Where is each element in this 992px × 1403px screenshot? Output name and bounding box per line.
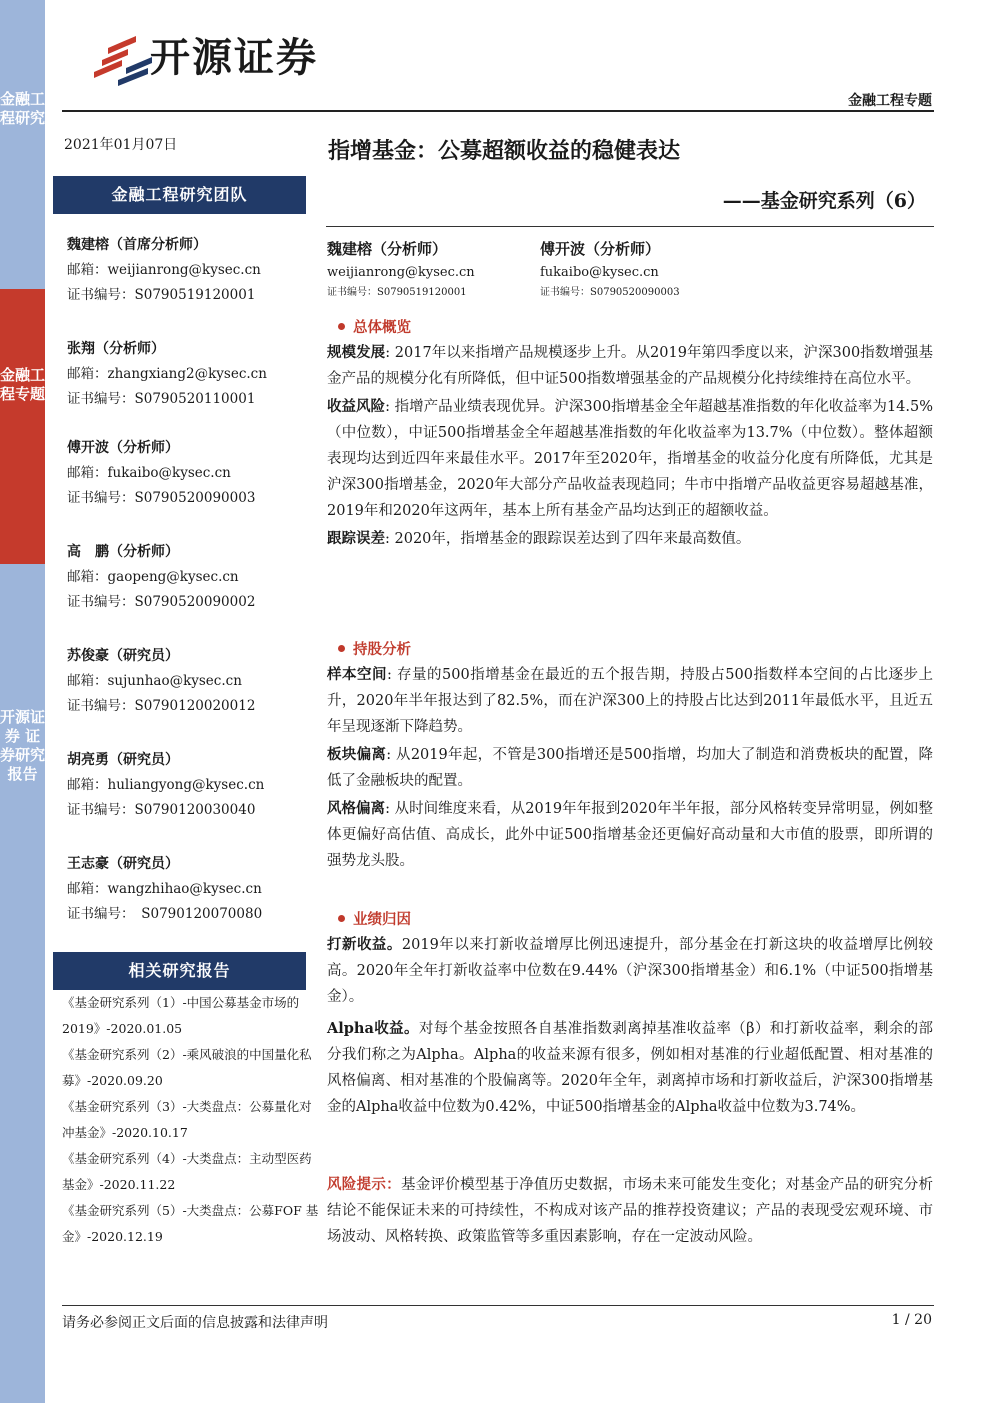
- analyst-cert: 证书编号：S0790120020012: [67, 698, 256, 714]
- report-date: 2021年01月07日: [64, 137, 178, 153]
- analyst-block: [67, 852, 317, 927]
- analyst-email: 邮箱：weijianrong@kysec.cn: [67, 262, 261, 278]
- related-report-item[interactable]: 《基金研究系列（2）-乘风破浪的中国量化私募》-2020.09.20: [62, 1047, 312, 1088]
- analyst-cert: 证书编号：S0790520090002: [67, 594, 256, 610]
- section-heading: 持股分析: [338, 638, 411, 659]
- related-report-item[interactable]: 《基金研究系列（4）-大类盘点：主动型医药基金》-2020.11.22: [62, 1151, 312, 1192]
- section-heading: 总体概览: [338, 316, 411, 337]
- bullet-icon: [338, 645, 345, 652]
- analyst-name: 王志豪（研究员）: [67, 856, 179, 872]
- analyst-name: 张翔（分析师）: [67, 341, 165, 357]
- report-subtitle: ——基金研究系列（6）: [722, 190, 926, 212]
- analyst-block: [67, 540, 317, 615]
- analyst-name: 胡亮勇（研究员）: [67, 752, 179, 768]
- team-title-bar: 金融工程研究团队: [53, 176, 306, 214]
- author-cert: 证书编号：S0790519120001: [327, 287, 467, 298]
- side-label-bottom: 开源证券 证券研究报告: [0, 708, 46, 783]
- bullet-icon: [338, 323, 345, 330]
- author-email: weijianrong@kysec.cn: [327, 265, 475, 280]
- side-strip-red: [0, 289, 45, 564]
- analyst-cert: 证书编号：S0790520090003: [67, 490, 256, 506]
- analyst-email: 邮箱：huliangyong@kysec.cn: [67, 777, 265, 793]
- logo-text: 开源证券: [150, 35, 318, 81]
- logo-icon: [88, 30, 154, 86]
- analyst-block: [67, 233, 317, 308]
- analyst-email: 邮箱：sujunhao@kysec.cn: [67, 673, 242, 689]
- analyst-cert: 证书编号：S0790520110001: [67, 391, 256, 407]
- section-heading: 业绩归因: [338, 908, 411, 929]
- analyst-block: [67, 748, 317, 823]
- analyst-name: 苏俊豪（研究员）: [67, 648, 179, 664]
- related-report-item[interactable]: 《基金研究系列（1）-中国公募基金市场的 2019》-2020.01.05: [62, 995, 300, 1036]
- side-strip: [0, 0, 45, 1403]
- analyst-block: [67, 644, 317, 719]
- analyst-email: 邮箱：gaopeng@kysec.cn: [67, 569, 239, 585]
- page-number: 1 / 20: [891, 1312, 932, 1328]
- header-tag: 金融工程专题: [848, 93, 932, 109]
- author-block: [540, 236, 680, 302]
- side-label-top: 金融工程研究: [0, 90, 46, 127]
- report-title: 指增基金：公募超额收益的稳健表达: [328, 138, 681, 164]
- header-rule: [62, 110, 934, 112]
- risk-notice: 风险提示：基金评价模型基于净值历史数据，市场未来可能发生变化；对基金产品的研究分析结论不能保证未来的可持续性，不构成对该产品的推荐投资建议；产品的表现受宏观环境、市场波动、风格转换、政策监管等多重因素影响，存在一定波动风险。: [327, 1176, 933, 1245]
- section-body: 打新收益。2019年以来打新收益增厚比例迅速提升，部分基金在打新这块的收益增厚比例较高。2020年全年打新收益率中位数在9.44%（沪深300指增基金）和6.1%（中证500指增基金）。 Alpha收益。对每个基金按照各自基准指数剥离掉基准收益率（β）和打新收益率，剩余的部分我们称之为Alpha。Alpha的收益来源有很多，例如相对基准的行业超低配置、相对基准的风格偏离、相对基准的个股偏离等。2020年全年，剥离掉市场和打新收益后，沪深300指增基金的Alpha收益中位数为0.42%，中证500指增基金的Alpha收益中位数为3.74%。: [327, 936, 934, 1115]
- analyst-name: 魏建榕（首席分析师）: [67, 237, 207, 253]
- side-label-mid: 金融工程专题: [0, 366, 46, 403]
- section-body: 规模发展: 2017年以来指增产品规模逐步上升。从2019年第四季度以来，沪深300指数增强基金产品的规模分化有所降低，但中证500指数增强基金的产品规模分化持续维持在高位水平。 收益风险: 指增产品业绩表现优异。沪深300指增基金全年超越基准指数的年化收益率为14.5%（中位数），中证500指增基金全年超越基准指数的年化收益率为13.7%（中位数）。整体超额表现均达到近四年来最佳水平。2017年至2020年，指增基金的收益分化度有所降低，尤其是沪深300指增基金，2020年大部分产品收益表现趋同；牛市中指增产品收益更容易超越基准，2019年和2020年这两年，基本上所有基金产品均达到正的超额收益。 跟踪误差: 2020年，指增基金的跟踪误差达到了四年来最高数值。: [327, 344, 934, 547]
- author-block: [327, 236, 475, 302]
- analyst-block: [67, 337, 317, 412]
- author-name: 傅开波（分析师）: [540, 240, 661, 258]
- analyst-name: 高 鹏（分析师）: [67, 544, 179, 560]
- related-report-item[interactable]: 《基金研究系列（3）-大类盘点：公募量化对冲基金》-2020.10.17: [62, 1099, 312, 1140]
- related-reports-list: [62, 990, 320, 1250]
- related-report-item[interactable]: 《基金研究系列（5）-大类盘点：公募FOF 基金》-2020.12.19: [62, 1203, 319, 1244]
- analyst-block: [67, 436, 317, 511]
- title-rule: [326, 226, 934, 227]
- footer-rule: [62, 1305, 934, 1306]
- analyst-email: 邮箱：fukaibo@kysec.cn: [67, 465, 231, 481]
- related-reports-bar: 相关研究报告: [53, 952, 306, 990]
- footer-disclaimer: 请务必参阅正文后面的信息披露和法律声明: [62, 1315, 328, 1331]
- bullet-icon: [338, 915, 345, 922]
- section-body: 样本空间: 存量的500指增基金在最近的五个报告期，持股占500指数样本空间的占比逐步上升，2020年半年报达到了82.5%，而在沪深300上的持股占比达到2011年最低水平，且近五年呈现逐渐下降趋势。 板块偏离: 从2019年起，不管是300指增还是500指增，均加大了制造和消费板块的配置，降低了金融板块的配置。 风格偏离: 从时间维度来看，从2019年年报到2020年半年报，部分风格转变异常明显，例如整体更偏好高估值、高成长，此外中证500指增基金还更偏好高动量和大市值的股票，即所谓的强势龙头股。: [327, 666, 934, 869]
- analyst-cert: 证书编号：S0790120030040: [67, 802, 256, 818]
- analyst-email: 邮箱：wangzhihao@kysec.cn: [67, 881, 262, 897]
- author-name: 魏建榕（分析师）: [327, 240, 448, 258]
- author-email: fukaibo@kysec.cn: [540, 265, 659, 280]
- analyst-cert: 证书编号：S0790519120001: [67, 287, 256, 303]
- analyst-cert: 证书编号： S0790120070080: [67, 906, 263, 922]
- analyst-email: 邮箱：zhangxiang2@kysec.cn: [67, 366, 267, 382]
- analyst-name: 傅开波（分析师）: [67, 440, 179, 456]
- author-cert: 证书编号：S0790520090003: [540, 287, 680, 298]
